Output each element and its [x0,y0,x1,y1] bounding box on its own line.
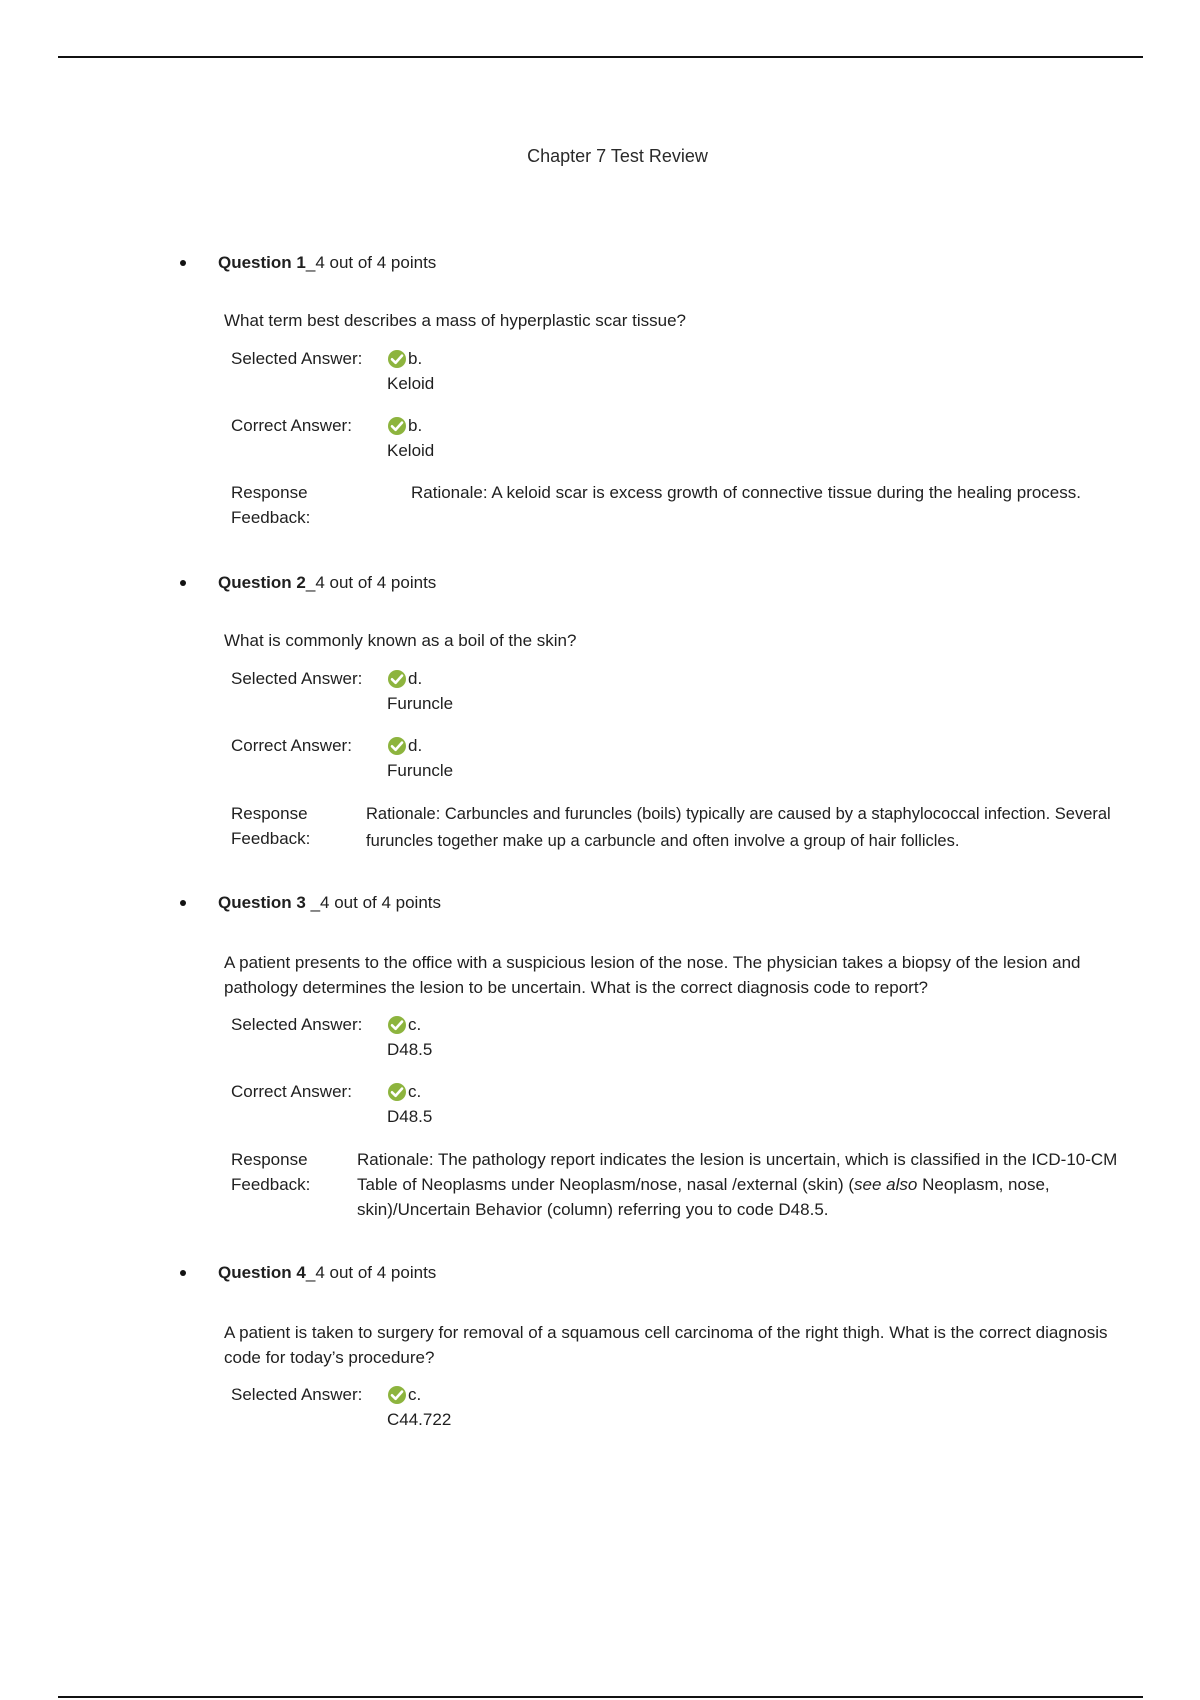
question-text: What is commonly known as a boil of the skin? [224,631,577,650]
answer-text: C44.722 [387,1410,452,1429]
answer-letter: c. [408,1385,422,1404]
answer-letter: c. [408,1082,422,1101]
answer-text: Keloid [387,441,435,460]
correct-answer-label: Correct Answer: [231,416,352,435]
answer-text: Furuncle [387,761,454,780]
answer-letter: c. [408,1015,422,1034]
selected-answer [231,346,1131,401]
answer-letter: d. [408,669,423,688]
correct-answer-label: Correct Answer: [231,1082,352,1101]
answer-text: D48.5 [387,1040,433,1059]
selected-answer-label: Selected Answer: [231,669,363,688]
selected-answer-label: Selected Answer: [231,349,363,368]
answer-letter: b. [408,349,423,368]
question-header [180,570,436,595]
selected-answer-label: Selected Answer: [231,1015,363,1034]
bullet-icon [180,900,186,906]
correct-answer [231,733,1131,788]
question-points: _4 out of 4 points [305,253,437,272]
question-text: A patient presents to the office with a suspicious lesion of the nose. The physician takes a biopsy of the lesion and pathology determines the lesion to be uncertain. What is the correct diagnosis code to report? [224,953,1081,997]
question-text: What term best describes a mass of hyperplastic scar tissue? [224,311,687,330]
response-feedback-label: Response Feedback: [231,1150,311,1194]
bullet-icon [180,260,186,266]
top-rule [58,56,1143,58]
correct-answer [231,413,1131,468]
question-points: _4 out of 4 points [305,1263,437,1282]
bullet-icon [180,1270,186,1276]
feedback-text: Rationale: Carbuncles and furuncles (boils) typically are caused by a staphylococcal infection. Several furuncles together make up a carbuncle and often involve a group of hair follicles. [366,805,1111,850]
question-label: Question 4 [218,1263,306,1282]
correct-check-icon [387,1082,407,1102]
question-header [180,890,441,915]
correct-check-icon [387,416,407,436]
question-label: Question 3 [218,893,306,912]
bottom-rule [58,1696,1143,1698]
bullet-icon [180,580,186,586]
question-points: _4 out of 4 points [305,573,437,592]
answer-letter: b. [408,416,423,435]
correct-check-icon [387,1015,407,1035]
selected-answer [231,666,1131,721]
correct-check-icon [387,736,407,756]
question-header [180,250,436,275]
response-feedback-label: Response Feedback: [231,483,311,527]
question-header [180,1260,436,1285]
question-label: Question 1 [218,253,306,272]
answer-text: D48.5 [387,1107,433,1126]
question-label: Question 2 [218,573,306,592]
correct-answer [231,1079,1131,1134]
answer-letter: d. [408,736,423,755]
response-feedback-label: Response Feedback: [231,804,311,848]
correct-check-icon [387,1385,407,1405]
feedback-text: Rationale: A keloid scar is excess growth of connective tissue during the healing process. [411,483,1081,502]
correct-check-icon [387,669,407,689]
selected-answer-label: Selected Answer: [231,1385,363,1404]
question-text: A patient is taken to surgery for removal of a squamous cell carcinoma of the right thigh. What is the correct diagnosis code for today’s procedure? [224,1323,1108,1367]
correct-answer-label: Correct Answer: [231,736,352,755]
answer-text: Keloid [387,374,435,393]
selected-answer [231,1012,1131,1067]
correct-check-icon [387,349,407,369]
answer-text: Furuncle [387,694,454,713]
page-title: Chapter 7 Test Review [527,146,708,166]
selected-answer [231,1382,1131,1437]
question-points: _4 out of 4 points [305,893,442,912]
feedback-text: Rationale: The pathology report indicates the lesion is uncertain, which is classified in the ICD-10-CM Table of Neoplasms under Neoplasm/nose, nasal /external (skin) (see also Neoplasm, nose, skin)/Uncertain Behavior (column) referring you to code D48.5. [357,1150,1118,1219]
